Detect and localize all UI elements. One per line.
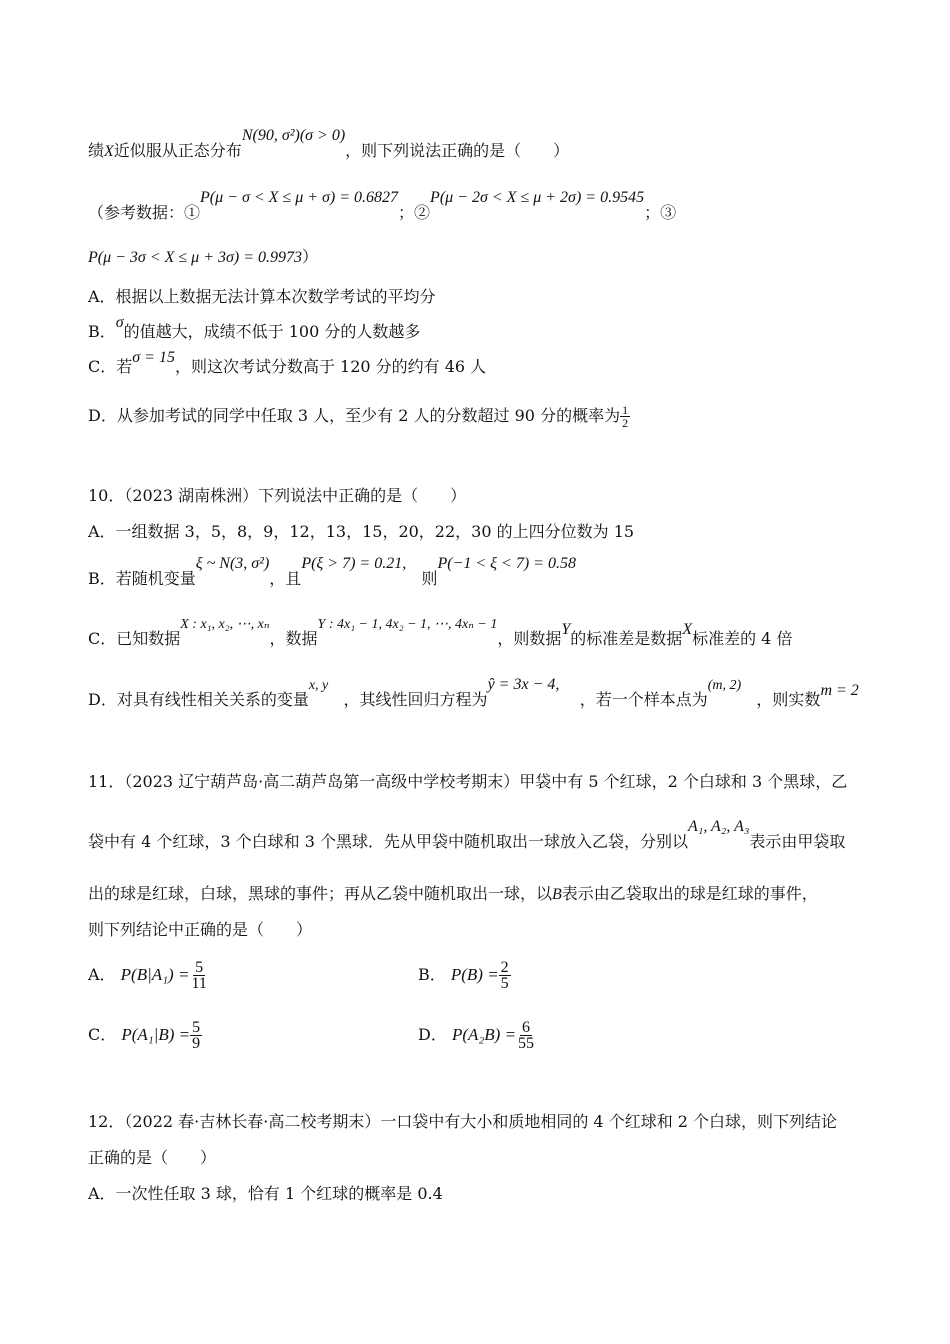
q11-option-b: B． P(B) = $\frac{2}{5}$ <box>418 959 509 992</box>
q9-ref-line: （参考数据：①P(μ − σ < X ≤ μ + σ) = 0.6827；②P(μ − 2σ < X ≤ μ + 2σ) = 0.9545；③ <box>88 189 677 222</box>
q11-stem-1: 11．（2023 辽宁葫芦岛·高二葫芦岛第一高级中学校考期末）甲袋中有 5 个红球，2 个白球和 3 个黑球，乙 <box>88 772 848 791</box>
math-prob-xi-gt-7: P(ξ > 7) = 0.21, <box>301 555 407 572</box>
q9-option-b: B．σ的值越大，成绩不低于 100 分的人数越多 <box>88 314 421 341</box>
math-ref-3: P(μ − 3σ < X ≤ μ + 3σ) = 0.9973 <box>88 249 303 266</box>
math-events-a: A₁, A₂, A₃ <box>687 818 750 835</box>
math-xy: x, y <box>308 678 329 693</box>
math-y: Y <box>561 621 571 638</box>
math-sigma-15: σ = 15 <box>132 349 175 366</box>
q10-option-d: D．对具有线性相关关系的变量x, y ，其线性回归方程为ŷ = 3x − 4, ，若一个样本点为(m, 2) ，则实数m = 2 <box>88 676 859 709</box>
math-data-y: Y : 4x₁ − 1, 4x₂ − 1, ⋯, 4xₙ − 1 <box>317 617 498 632</box>
math-prob-range: P(−1 < ξ < 7) = 0.58 <box>437 555 576 572</box>
q12-stem-1: 12．（2022 春·吉林长春·高二校考期末）一口袋中有大小和质地相同的 4 个红球和 2 个白球，则下列结论 <box>88 1112 838 1131</box>
math-regression: ŷ = 3x − 4, <box>487 676 560 693</box>
q11-option-c: C． P(A₁|B) = $\frac{5}{9}$ <box>88 1019 201 1052</box>
fraction-6-55: $\frac{6}{55}$ <box>518 1019 535 1052</box>
math-m-eq-2: m = 2 <box>820 682 859 699</box>
math-ref-1: P(μ − σ < X ≤ μ + σ) = 0.6827 <box>200 189 399 206</box>
math-b: B <box>552 886 562 903</box>
q9-option-d: D．从参加考试的同学中任取 3 人，至少有 2 人的分数超过 90 分的概率为 $\frac{1}{2}$ <box>88 403 629 430</box>
q11-stem-4: 则下列结论中正确的是（ ） <box>88 920 313 939</box>
q10-option-a: A．一组数据 3，5，8，9，12，13，15，20，22，30 的上四分位数为 15 <box>88 522 635 541</box>
math-point: (m, 2) <box>707 678 742 693</box>
q10-option-b: B．若随机变量ξ ~ N(3, σ²)，且P(ξ > 7) = 0.21, 则P(−1 < ξ < 7) = 0.58 <box>88 555 576 588</box>
math-normal-dist: N(90, σ²)(σ > 0) <box>241 127 346 144</box>
fraction-5-11: $\frac{5}{11}$ <box>191 959 207 992</box>
q11-stem-2: 袋中有 4 个红球，3 个白球和 3 个黑球．先从甲袋中随机取出一球放入乙袋，分别以A₁, A₂, A₃表示由甲袋取 <box>88 818 846 851</box>
math-x-var: X <box>682 621 693 638</box>
math-sigma: σ <box>115 314 124 331</box>
math-data-x: X : x₁, x₂, ⋯, xₙ <box>180 617 270 632</box>
q9-stem-line: 绩X近似服从正态分布N(90, σ²)(σ > 0)，则下列说法正确的是（ ） <box>88 127 570 160</box>
q10-option-c: C．已知数据X : x₁, x₂, ⋯, xₙ，数据Y : 4x₁ − 1, 4x₂ − 1, ⋯, 4xₙ − 1，则数据Y的标准差是数据X标准差的 4 倍 <box>88 617 793 648</box>
math-xi-normal: ξ ~ N(3, σ²) <box>195 555 270 572</box>
q12-stem-2: 正确的是（ ） <box>88 1148 217 1167</box>
math-x: X <box>104 143 114 160</box>
q10-stem: 10．（2023 湖南株洲）下列说法中正确的是（ ） <box>88 486 467 505</box>
q9-ref-line-2: P(μ − 3σ < X ≤ μ + 3σ) = 0.9973） <box>88 247 319 266</box>
q11-stem-3: 出的球是红球，白球，黑球的事件；再从乙袋中随机取出一球，以B表示由乙袋取出的球是红球的事件， <box>88 884 818 903</box>
fraction-5-9: $\frac{5}{9}$ <box>192 1019 201 1052</box>
q11-option-d: D． P(A₂B) = $\frac{6}{55}$ <box>418 1019 535 1052</box>
q12-option-a: A．一次性任取 3 球，恰有 1 个红球的概率是 0.4 <box>88 1184 443 1203</box>
q9-option-a: A．根据以上数据无法计算本次数学考试的平均分 <box>88 287 436 306</box>
fraction-2-5: $\frac{2}{5}$ <box>500 959 509 992</box>
q11-option-a: A． P(B|A₁) = $\frac{5}{11}$ <box>88 959 207 992</box>
math-ref-2: P(μ − 2σ < X ≤ μ + 2σ) = 0.9545 <box>430 189 645 206</box>
q9-option-c: C．若σ = 15，则这次考试分数高于 120 分的约有 46 人 <box>88 349 487 376</box>
fraction-one-half: $\frac{1}{2}$ <box>622 403 629 430</box>
